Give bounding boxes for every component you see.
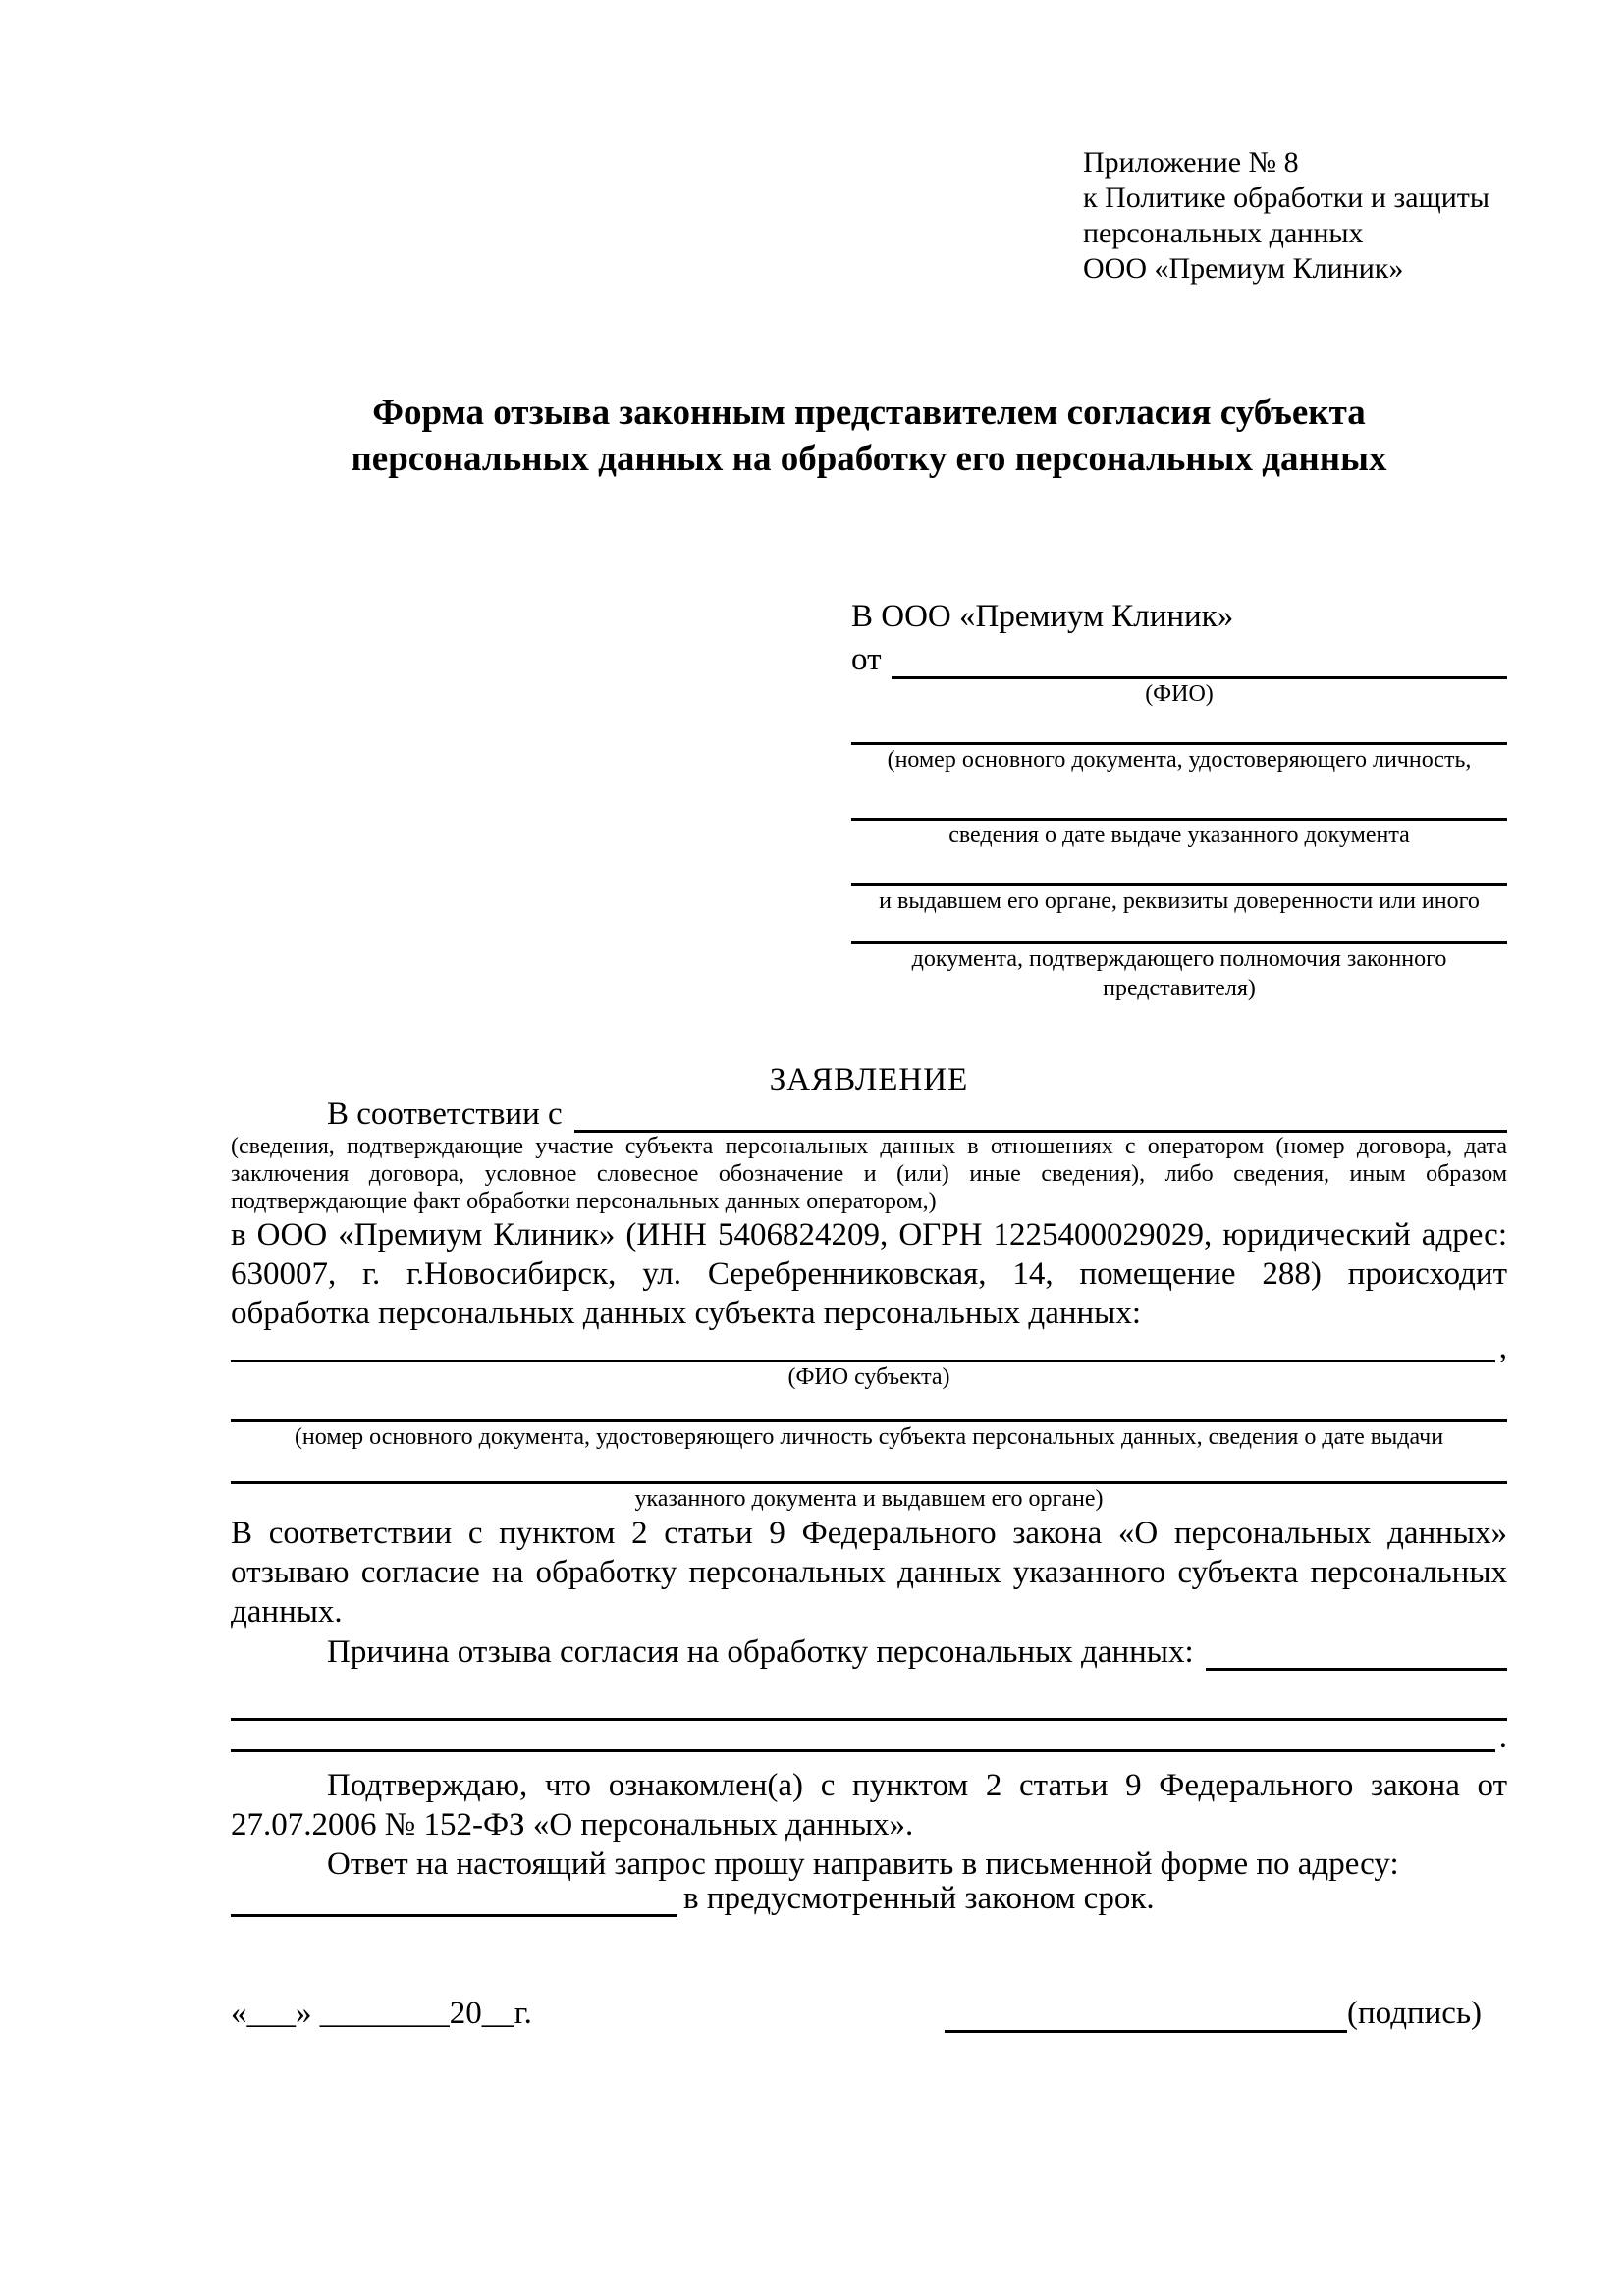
subject-fio-caption: (ФИО субъекта) xyxy=(787,1364,950,1390)
doc-caption: и выдавшем его органе, реквизиты доверенности или иного xyxy=(879,888,1480,914)
confirm-paragraph: Подтверждаю, что ознакомлен(а) с пунктом 2 статьи 9 Федерального закона от 27.07.2006 № 152-ФЗ «О персональных данных». xyxy=(231,1768,1507,1842)
addressee-to-line: В ООО «Премиум Клиник» xyxy=(851,599,1234,634)
appendix-header xyxy=(1083,145,1507,287)
fill-line xyxy=(1206,1668,1507,1671)
signature-caption: (подпись) xyxy=(1347,1996,1482,2031)
date-line: «___» ________20__г. xyxy=(231,1996,532,2031)
addressee-from-label: от xyxy=(851,642,882,677)
addressee-from-row xyxy=(851,636,1507,679)
addressee-block xyxy=(851,597,1507,1003)
fill-line xyxy=(231,1749,1495,1752)
fill-line xyxy=(231,1671,1507,1721)
appendix-header-line: Приложение № 8 xyxy=(1083,146,1299,179)
document-content xyxy=(231,0,1507,2033)
signature-line xyxy=(945,1994,1482,2033)
doc-caption: сведения о дате выдаче указанного документа xyxy=(948,823,1410,848)
intro-label: В соответствии с xyxy=(327,1096,563,1132)
subject-doc-caption: (номер основного документа, удостоверяющего личность субъекта персональных данных, сведения о дате выдачи xyxy=(294,1424,1444,1450)
fill-line xyxy=(231,1914,677,1917)
withdrawal-paragraph: В соответствии с пунктом 2 статьи 9 Федерального закона «О персональных данных» отзываю согласие на обработку персональных данных указанного субъекта персональных данных. xyxy=(231,1516,1507,1629)
intro-note: (сведения, подтверждающие участие субъекта персональных данных в отношениях с оператором (номер договора, дата заключения договора, условное словесное обозначение и (или) иные сведения), либо сведения, иным образом подтверждающие факт обработки персональных данных оператором,) xyxy=(231,1134,1507,1214)
fill-line xyxy=(231,1392,1507,1422)
reason-line xyxy=(231,1631,1507,1671)
footer xyxy=(231,1994,1507,2033)
appendix-header-line: ООО «Премиум Клиник» xyxy=(1083,252,1404,285)
doc-caption: документа, подтверждающего полномочия законного представителя) xyxy=(911,946,1447,1001)
intro-line xyxy=(231,1096,1507,1133)
subject-name-line xyxy=(231,1330,1507,1365)
subject-doc-caption: указанного документа и выдавшем его органе) xyxy=(634,1486,1104,1512)
period-after-blank: . xyxy=(1498,1720,1507,1755)
reply-address-line xyxy=(231,1881,1507,1917)
reply-paragraph: Ответ на настоящий запрос прошу направить в письменной форме по адресу: xyxy=(327,1846,1399,1882)
fill-line xyxy=(851,774,1507,821)
operator-paragraph: в ООО «Премиум Клиник» (ИНН 5406824209, ОГРН 1225400029029, юридический адрес: 630007, г. г.Новосибирск, ул. Серебренниковская, 14, помещение 288) происходит обработка персональных данных субъекта персональных данных: xyxy=(231,1217,1507,1331)
fill-line xyxy=(851,850,1507,886)
appendix-header-line: персональных данных xyxy=(1083,217,1364,249)
doc-caption: (номер основного документа, удостоверяющего личность, xyxy=(887,747,1472,773)
document-title: Форма отзыва законным представителем согласия субъекта персональных данных на обработку его персональных данных xyxy=(351,393,1387,479)
subject-line-comma: , xyxy=(1498,1330,1507,1365)
fill-line xyxy=(851,916,1507,944)
statement-heading: ЗАЯВЛЕНИЕ xyxy=(769,1062,969,1097)
fio-caption: (ФИО) xyxy=(1145,681,1214,707)
fill-line xyxy=(945,1997,1347,2033)
fill-line xyxy=(851,709,1507,745)
fill-line xyxy=(231,1452,1507,1484)
reply-suffix: в предусмотренный законом срок. xyxy=(683,1881,1155,1916)
reason-label: Причина отзыва согласия на обработку персональных данных: xyxy=(327,1634,1194,1670)
reason-blank-line xyxy=(231,1720,1507,1755)
appendix-header-line: к Политике обработки и защиты xyxy=(1083,182,1490,214)
